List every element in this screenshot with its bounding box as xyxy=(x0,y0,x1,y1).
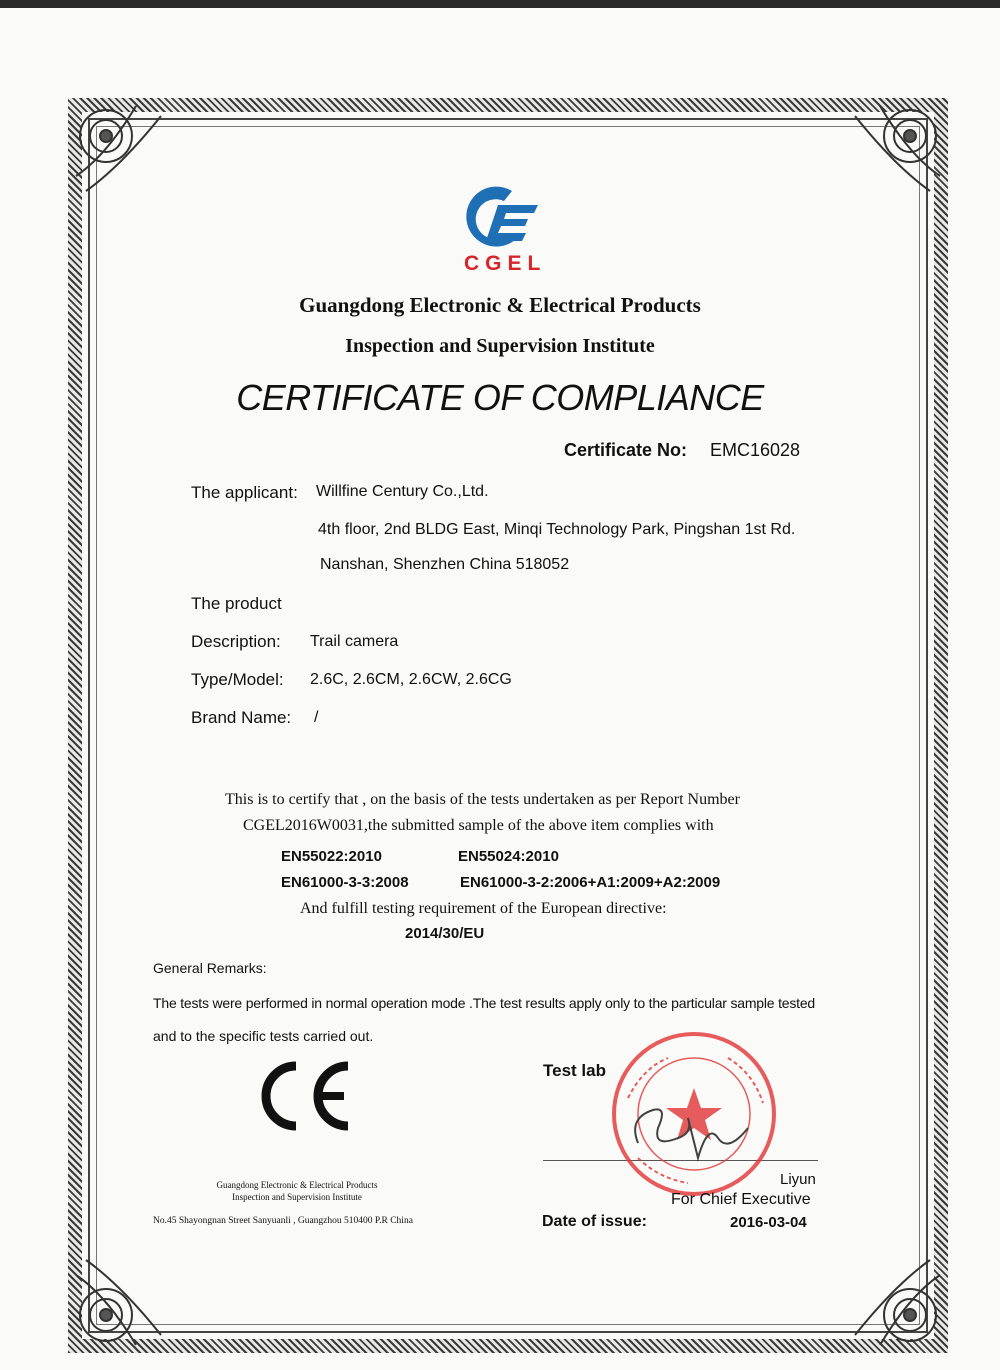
applicant-address-line1: 4th floor, 2nd BLDG East, Minqi Technology Park, Pingshan 1st Rd. xyxy=(318,521,796,538)
model-label: Type/Model: xyxy=(191,670,284,689)
certificate-number: EMC16028 xyxy=(710,440,801,460)
description-label: Description: xyxy=(191,632,281,651)
directive: 2014/30/EU xyxy=(405,925,485,942)
corner-ornament-bottom-right xyxy=(840,1245,950,1355)
description-value: Trail camera xyxy=(310,633,399,650)
statement-line2: CGEL2016W0031,the submitted sample of the above item complies with xyxy=(243,817,714,834)
applicant-label: The applicant: xyxy=(191,483,298,502)
standard-item: EN61000-3-2:2006+A1:2009+A2:2009 xyxy=(460,874,721,891)
remarks-line2: and to the specific tests carried out. xyxy=(153,1028,374,1044)
corner-ornament-top-right xyxy=(840,96,950,206)
institute-name-line2: Inspection and Supervision Institute xyxy=(345,335,655,357)
date-label: Date of issue: xyxy=(542,1213,647,1230)
logo-text: CGEL xyxy=(464,252,547,275)
certificate-number-label: Certificate No: xyxy=(564,440,688,460)
brand-label: Brand Name: xyxy=(191,708,292,727)
corner-ornament-top-left xyxy=(66,96,176,206)
remarks-line1: The tests were performed in normal operation mode .The test results apply only to the particular sample tested xyxy=(153,995,816,1011)
brand-value: / xyxy=(314,709,319,726)
ce-mark xyxy=(248,1058,358,1134)
official-stamp xyxy=(598,1028,790,1200)
signer-name: Liyun xyxy=(780,1171,816,1188)
statement-line3: And fulfill testing requirement of the European directive: xyxy=(300,900,667,917)
page-title: CERTIFICATE OF COMPLIANCE xyxy=(236,377,764,418)
remarks-heading: General Remarks: xyxy=(153,960,267,976)
cgel-logo-icon xyxy=(458,183,548,255)
scan-edge xyxy=(0,0,1000,8)
standard-item: EN61000-3-3:2008 xyxy=(281,874,409,891)
standard-item: EN55022:2010 xyxy=(281,848,382,865)
applicant-address-line2: Nanshan, Shenzhen China 518052 xyxy=(320,556,570,573)
signer-role: For Chief Executive xyxy=(671,1191,811,1208)
statement-line1: This is to certify that , on the basis of the tests undertaken as per Report Number xyxy=(225,791,740,808)
footer-org-line2: Inspection and Supervision Institute xyxy=(232,1192,362,1202)
test-lab-label: Test lab xyxy=(543,1061,606,1080)
footer-org-line1: Guangdong Electronic & Electrical Products xyxy=(216,1180,378,1190)
corner-ornament-bottom-left xyxy=(66,1245,176,1355)
institute-name-line1: Guangdong Electronic & Electrical Products xyxy=(299,293,701,317)
model-value: 2.6C, 2.6CM, 2.6CW, 2.6CG xyxy=(310,671,512,688)
product-heading: The product xyxy=(191,594,282,613)
standard-item: EN55024:2010 xyxy=(458,848,559,865)
issue-date: 2016-03-04 xyxy=(730,1214,807,1231)
applicant-name: Willfine Century Co.,Ltd. xyxy=(316,483,489,500)
footer-address: No.45 Shayongnan Street Sanyuanli , Guangzhou 510400 P.R China xyxy=(153,1216,413,1226)
